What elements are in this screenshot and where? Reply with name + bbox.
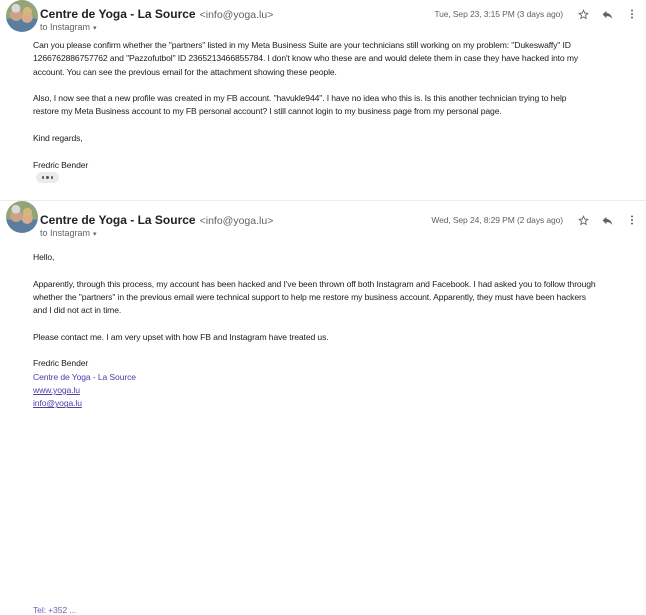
email-message-1	[0, 0, 646, 201]
signature-partial-line: Tel: +352 ...	[33, 605, 77, 615]
recipient-details-toggle[interactable]	[40, 22, 97, 32]
more-options-button[interactable]	[626, 214, 638, 226]
show-trimmed-content-button[interactable]	[36, 172, 59, 183]
signature-company: Centre de Yoga - La Source	[33, 371, 136, 382]
recipient-label: to Instagram	[40, 22, 91, 32]
body-line: whether the "partners" in the previous email were technical support to help me restore my business account. Apparently, they must have been hackers	[33, 291, 586, 302]
recipient-label: to Instagram	[40, 228, 91, 238]
signature-email-link[interactable]: info@yoga.lu	[33, 398, 82, 409]
vertical-dots-icon	[626, 8, 638, 20]
recipient-details-toggle[interactable]	[40, 228, 97, 238]
vertical-dots-icon	[626, 214, 638, 226]
trimmed-dots-icon	[46, 176, 48, 178]
sender-email-address: <info@yoga.lu>	[199, 9, 274, 21]
reply-icon	[601, 8, 614, 21]
body-line: restore my Meta Business account to my FB personal account? I still cannot login to my business page from my personal page.	[33, 106, 502, 117]
chevron-down-icon: ▾	[93, 231, 97, 238]
star-icon	[577, 8, 590, 21]
body-line: Apparently, through this process, my account has been hacked and I've been thrown off both Instagram and Facebook. I had asked you to follow through	[33, 278, 596, 289]
star-button[interactable]	[577, 8, 590, 21]
sender-line	[40, 211, 273, 229]
trimmed-dots-icon	[42, 176, 44, 178]
signature-website-link[interactable]: www.yoga.lu	[33, 384, 80, 395]
star-button[interactable]	[577, 214, 590, 227]
sender-name: Centre de Yoga - La Source	[40, 7, 196, 21]
body-line: account. You can see the previous email for the attachment showing these people.	[33, 66, 337, 77]
sender-avatar[interactable]	[6, 0, 38, 32]
body-line	[33, 119, 646, 132]
body-line	[33, 79, 646, 92]
message-date: Wed, Sep 24, 8:29 PM (2 days ago)	[431, 215, 563, 225]
body-line: Fredric Bender	[33, 159, 89, 170]
body-line	[33, 317, 646, 330]
reply-button[interactable]	[601, 8, 614, 21]
more-options-button[interactable]	[626, 8, 638, 20]
message-date: Tue, Sep 23, 3:15 PM (3 days ago)	[434, 9, 563, 19]
body-line	[33, 344, 646, 357]
body-line: Also, I now see that a new profile was created in my FB account. "havukle944". I have no idea who this is. Is this another technician trying to help	[33, 93, 567, 104]
sender-avatar[interactable]	[6, 201, 38, 233]
trimmed-dots-icon	[51, 176, 53, 178]
email-message-2	[0, 201, 646, 615]
body-line: 1266762886757762 and "Pazzofutbol" ID 2365213466855784. I don't know who these are and would delete them in case they have hacked into my	[33, 53, 579, 64]
reply-button[interactable]	[601, 214, 614, 227]
body-line: Hello,	[33, 252, 55, 262]
star-icon	[577, 214, 590, 227]
message-body	[33, 39, 646, 172]
signature-name: Fredric Bender	[33, 358, 89, 369]
sender-email-address: <info@yoga.lu>	[199, 215, 274, 227]
body-line	[33, 145, 646, 158]
sender-name: Centre de Yoga - La Source	[40, 213, 196, 227]
body-line: and I did not act in time.	[33, 305, 122, 316]
reply-icon	[601, 214, 614, 227]
message-body	[33, 251, 646, 411]
sender-line	[40, 5, 273, 23]
body-line: Can you please confirm whether the "partners" listed in my Meta Business Suite are your technicians still working on my problem: "Dukeswaffy" ID	[33, 40, 571, 50]
message-meta	[434, 7, 638, 21]
message-meta	[431, 213, 638, 227]
body-line: Kind regards,	[33, 133, 83, 144]
body-line: Please contact me. I am very upset with how FB and Instagram have treated us.	[33, 331, 329, 342]
chevron-down-icon: ▾	[93, 25, 97, 32]
body-line	[33, 264, 646, 277]
